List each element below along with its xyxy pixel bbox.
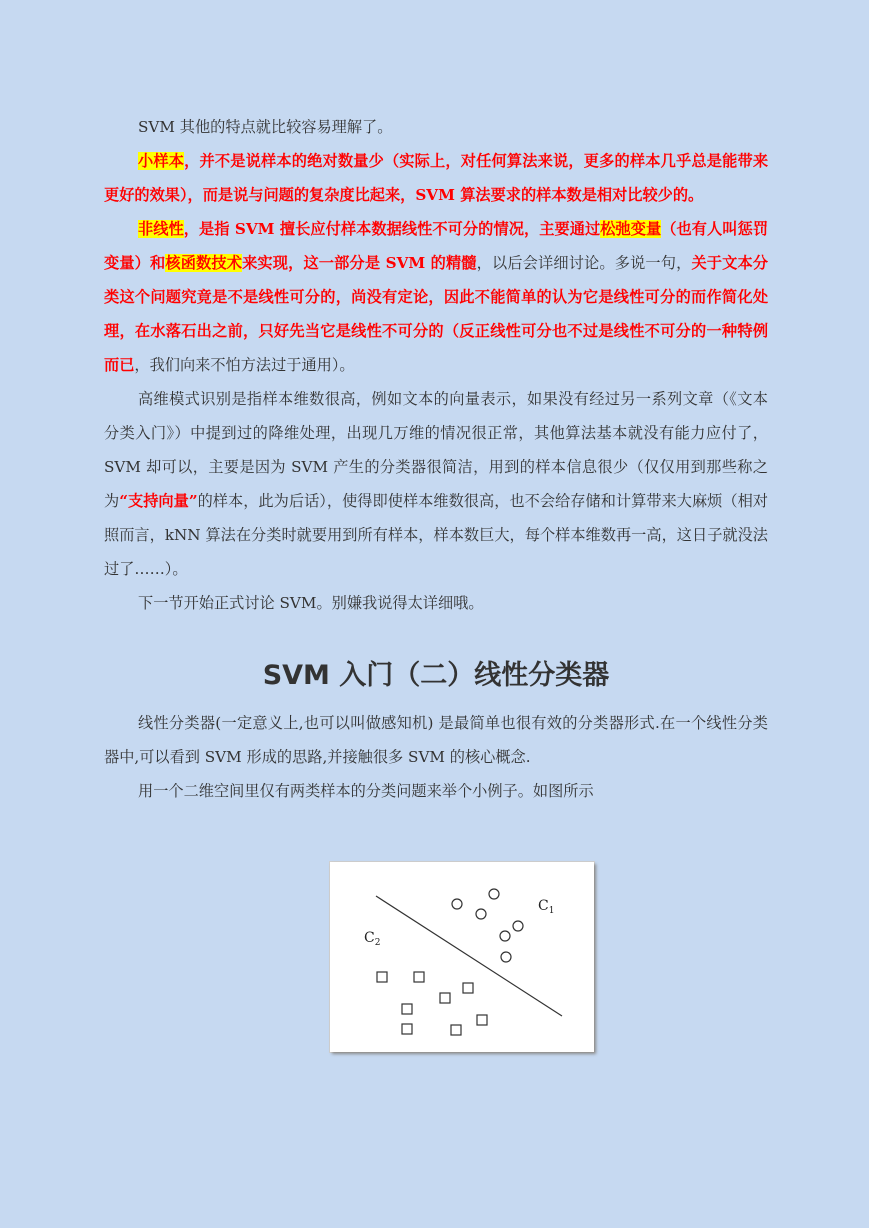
classification-figure — [330, 862, 594, 1052]
paragraph-next-section: 下一节开始正式讨论 SVM。别嫌我说得太详细哦。 — [138, 594, 484, 612]
paragraph-high-dimension — [104, 382, 768, 586]
paragraph-svm-features: SVM 其他的特点就比较容易理解了。 — [138, 118, 393, 136]
c2-sample — [440, 993, 450, 1003]
paragraph-nonlinear — [104, 212, 768, 382]
paragraph-linear-classifier: 线性分类器(一定意义上,也可以叫做感知机) 是最简单也很有效的分类器形式.在一个线性分类器中,可以看到 SVM 形成的思路,并接触很多 SVM 的核心概念. — [104, 714, 768, 766]
label-c1: $C_1$ — [538, 898, 555, 916]
c1-sample — [513, 921, 523, 931]
c1-sample — [476, 909, 486, 919]
term-slack-variable: 松弛变量 — [600, 220, 662, 238]
scatter-diagram — [330, 862, 594, 1052]
paragraph-example-intro: 用一个二维空间里仅有两类样本的分类问题来举个小例子。如图所示 — [138, 782, 594, 800]
nonlinear-text-3: 来实现，这一部分是 SVM 的精髓 — [242, 254, 477, 272]
nonlinear-text-4: 关于文本分类这个问题究竟是不是线性可分的，尚没有定论，因此不能简单的认为它是线性可分的而作简化处理，在水落石出之前，只好先当它是线性不可分的（反正线性可分也不过是线性不可分的一种特例而已 — [104, 254, 769, 374]
high-dimension-text-1: 高维模式识别是指样本维数很高，例如文本的向量表示，如果没有经过另一系列文章（《文本分类入门》）中提到过的降维处理，出现几万维的情况很正常，其他算法基本就没有能力应付了，SVM 却可以，主要是因为 SVM 产生的分类器很简洁，用到的样本信息很少（仅仅用到那些称之为 — [104, 390, 768, 510]
c2-sample — [477, 1015, 487, 1025]
document-body — [104, 110, 768, 808]
term-small-sample: 小样本 — [138, 152, 185, 170]
paragraph-small-sample — [104, 144, 768, 212]
term-nonlinear: 非线性 — [138, 220, 184, 238]
c1-sample — [500, 931, 510, 941]
c2-sample — [402, 1024, 412, 1034]
term-support-vector: “支持向量” — [119, 492, 198, 510]
nonlinear-text-2: （也有人叫惩罚变量）和 — [104, 220, 769, 272]
c1-sample — [489, 889, 499, 899]
label-c2: $C_2$ — [364, 930, 381, 948]
c2-sample — [451, 1025, 461, 1035]
c2-sample — [414, 972, 424, 982]
nonlinear-plain-2: ，我们向来不怕方法过于通用）。 — [134, 356, 355, 374]
high-dimension-text-2: 的样本，此为后话），使得即使样本维数很高，也不会给存储和计算带来大麻烦（相对照而言，kNN 算法在分类时就要用到所有样本，样本数巨大，每个样本维数再一高，这日子就没法过了……）。 — [104, 492, 768, 578]
term-kernel-function: 核函数技术 — [165, 254, 243, 272]
nonlinear-plain-1: ，以后会详细讨论。多说一句， — [476, 254, 692, 272]
c1-sample — [452, 899, 462, 909]
small-sample-text: ，并不是说样本的绝对数量少（实际上，对任何算法来说，更多的样本几乎总是能带来更好的效果），而是说与问题的复杂度比起来，SVM 算法要求的样本数是相对比较少的。 — [104, 152, 769, 204]
c2-sample — [402, 1004, 412, 1014]
separating-line — [376, 896, 562, 1016]
nonlinear-text-1: ，是指 SVM 擅长应付样本数据线性不可分的情况，主要通过 — [183, 220, 601, 238]
c2-sample — [463, 983, 473, 993]
section-heading: SVM 入门（二）线性分类器 — [262, 660, 610, 691]
class-c1-circles — [452, 889, 523, 962]
c2-sample — [377, 972, 387, 982]
c1-sample — [501, 952, 511, 962]
class-c2-squares — [377, 972, 487, 1035]
